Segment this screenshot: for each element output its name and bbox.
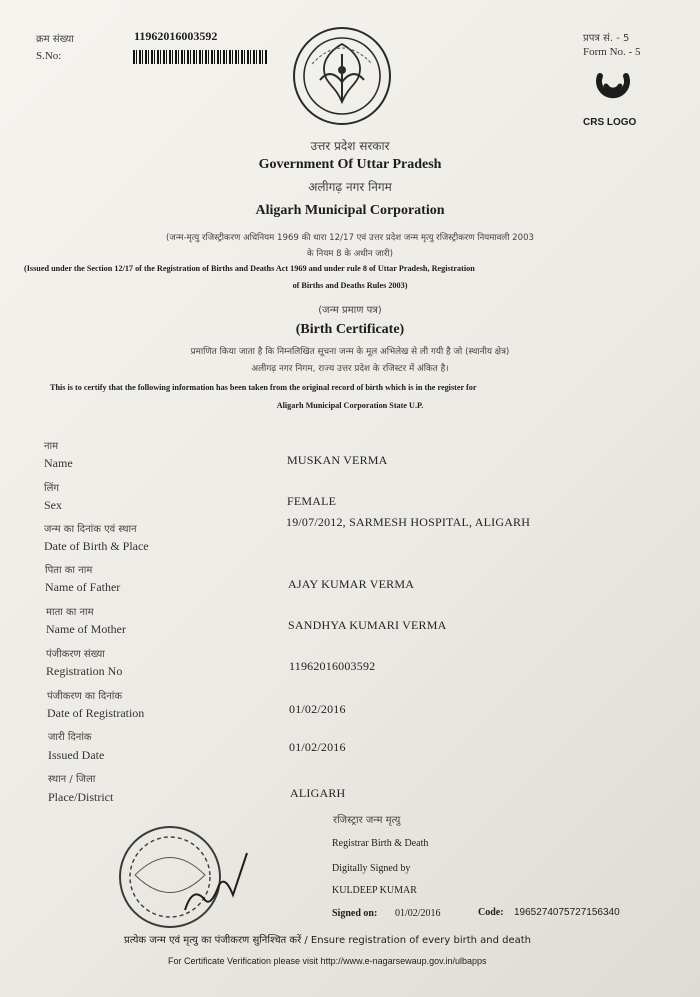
certificate-hindi-title: (जन्म प्रमाण पत्र) bbox=[318, 305, 382, 316]
field-hindi-label: लिंग bbox=[44, 483, 59, 494]
ensure-registration-note: प्रत्येक जन्म एवं मृत्यु का पंजीकरण सुनिश्चित करें / Ensure registration of every birth and death bbox=[124, 935, 532, 946]
field-value: 11962016003592 bbox=[289, 659, 376, 673]
field-hindi-label: पंजीकरण का दिनांक bbox=[47, 691, 123, 702]
field-value: MUSKAN VERMA bbox=[287, 453, 388, 467]
field-value: 01/02/2016 bbox=[289, 702, 346, 716]
field-label: Date of Birth & Place bbox=[44, 539, 149, 553]
serial-number-label: S.No: bbox=[36, 50, 62, 62]
act-reference-hindi-line2: के नियम 8 के अधीन जारी) bbox=[307, 249, 393, 259]
field-value: AJAY KUMAR VERMA bbox=[288, 577, 415, 591]
state-government-hindi: उत्तर प्रदेश सरकार bbox=[310, 139, 390, 153]
field-value: 19/07/2012, SARMESH HOSPITAL, ALIGARH bbox=[286, 515, 531, 529]
field-label: Name of Father bbox=[45, 580, 121, 594]
field-label: Place/District bbox=[48, 790, 114, 804]
field-label: Issued Date bbox=[48, 748, 105, 762]
field-value: ALIGARH bbox=[290, 786, 346, 800]
serial-number-value: 11962016003592 bbox=[134, 29, 218, 43]
corporation-title: Aligarh Municipal Corporation bbox=[255, 203, 445, 218]
field-label: Date of Registration bbox=[47, 706, 145, 720]
form-number-hindi: प्रपत्र सं. - 5 bbox=[583, 33, 630, 44]
field-value: 01/02/2016 bbox=[289, 740, 346, 754]
certify-hindi-line2: अलीगढ़ नगर निगम, राज्य उत्तर प्रदेश के रजिस्टर में अंकित है। bbox=[251, 364, 449, 374]
digitally-signed-label: Digitally Signed by bbox=[332, 863, 411, 874]
field-label: Name bbox=[44, 456, 73, 470]
government-title: Government Of Uttar Pradesh bbox=[258, 157, 442, 172]
corporation-hindi: अलीगढ़ नगर निगम bbox=[308, 180, 392, 194]
certify-english-line2: Aligarh Municipal Corporation State U.P. bbox=[276, 401, 424, 410]
uttar-pradesh-emblem-icon bbox=[290, 24, 394, 128]
certify-hindi-line1: प्रमाणित किया जाता है कि निम्नलिखित सूचना जन्म के मूल अभिलेख से ली गयी है जो (स्थानीय क्षेत्र) bbox=[190, 347, 510, 357]
registrar-hindi-title: रजिस्ट्रार जन्म मृत्यु bbox=[333, 815, 401, 826]
field-hindi-label: स्थान / जिला bbox=[48, 774, 96, 785]
barcode-image bbox=[133, 50, 268, 64]
field-hindi-label: जन्म का दिनांक एवं स्थान bbox=[44, 524, 137, 535]
field-label: Sex bbox=[44, 498, 62, 512]
signed-on-value: 01/02/2016 bbox=[395, 908, 441, 919]
field-hindi-label: पिता का नाम bbox=[45, 565, 93, 576]
field-value: SANDHYA KUMARI VERMA bbox=[288, 618, 447, 632]
registrar-title: Registrar Birth & Death bbox=[332, 838, 429, 849]
act-reference-hindi-line1: (जन्म-मृत्यु रजिस्ट्रीकरण अधिनियम 1969 की धारा 12/17 एवं उत्तर प्रदेश जन्म मृत्यु रजिस्ट्रीकरण नियमावली 2003 bbox=[165, 233, 535, 243]
code-value: 1965274075727156340 bbox=[514, 907, 620, 918]
code-label: Code: bbox=[478, 907, 504, 918]
signed-on-label: Signed on: bbox=[332, 908, 378, 919]
crs-logo-icon bbox=[588, 66, 638, 112]
field-label: Registration No bbox=[46, 664, 123, 678]
verification-url-note: For Certificate Verification please visit http://www.e-nagarsewaup.gov.in/ulbapps bbox=[168, 956, 487, 966]
certificate-title: (Birth Certificate) bbox=[295, 322, 405, 337]
field-label: Name of Mother bbox=[46, 622, 126, 636]
crs-logo-label: CRS LOGO bbox=[583, 117, 637, 128]
certify-english-line1: This is to certify that the following information has been taken from the original record of birth which is in the register for bbox=[50, 383, 477, 392]
act-reference-english-line2: of Births and Deaths Rules 2003) bbox=[292, 281, 408, 290]
form-number: Form No. - 5 bbox=[583, 46, 641, 58]
act-reference-english-line1: (Issued under the Section 12/17 of the Registration of Births and Deaths Act 1969 and under rule 8 of Uttar Pradesh, Registration bbox=[24, 264, 475, 273]
official-stamp-icon bbox=[115, 815, 255, 935]
serial-number-hindi-label: क्रम संख्या bbox=[36, 34, 74, 45]
field-hindi-label: माता का नाम bbox=[46, 607, 94, 618]
field-hindi-label: जारी दिनांक bbox=[48, 732, 92, 743]
field-hindi-label: नाम bbox=[44, 441, 59, 452]
signer-name: KULDEEP KUMAR bbox=[332, 885, 417, 896]
field-hindi-label: पंजीकरण संख्या bbox=[46, 649, 105, 660]
field-value: FEMALE bbox=[287, 494, 337, 508]
